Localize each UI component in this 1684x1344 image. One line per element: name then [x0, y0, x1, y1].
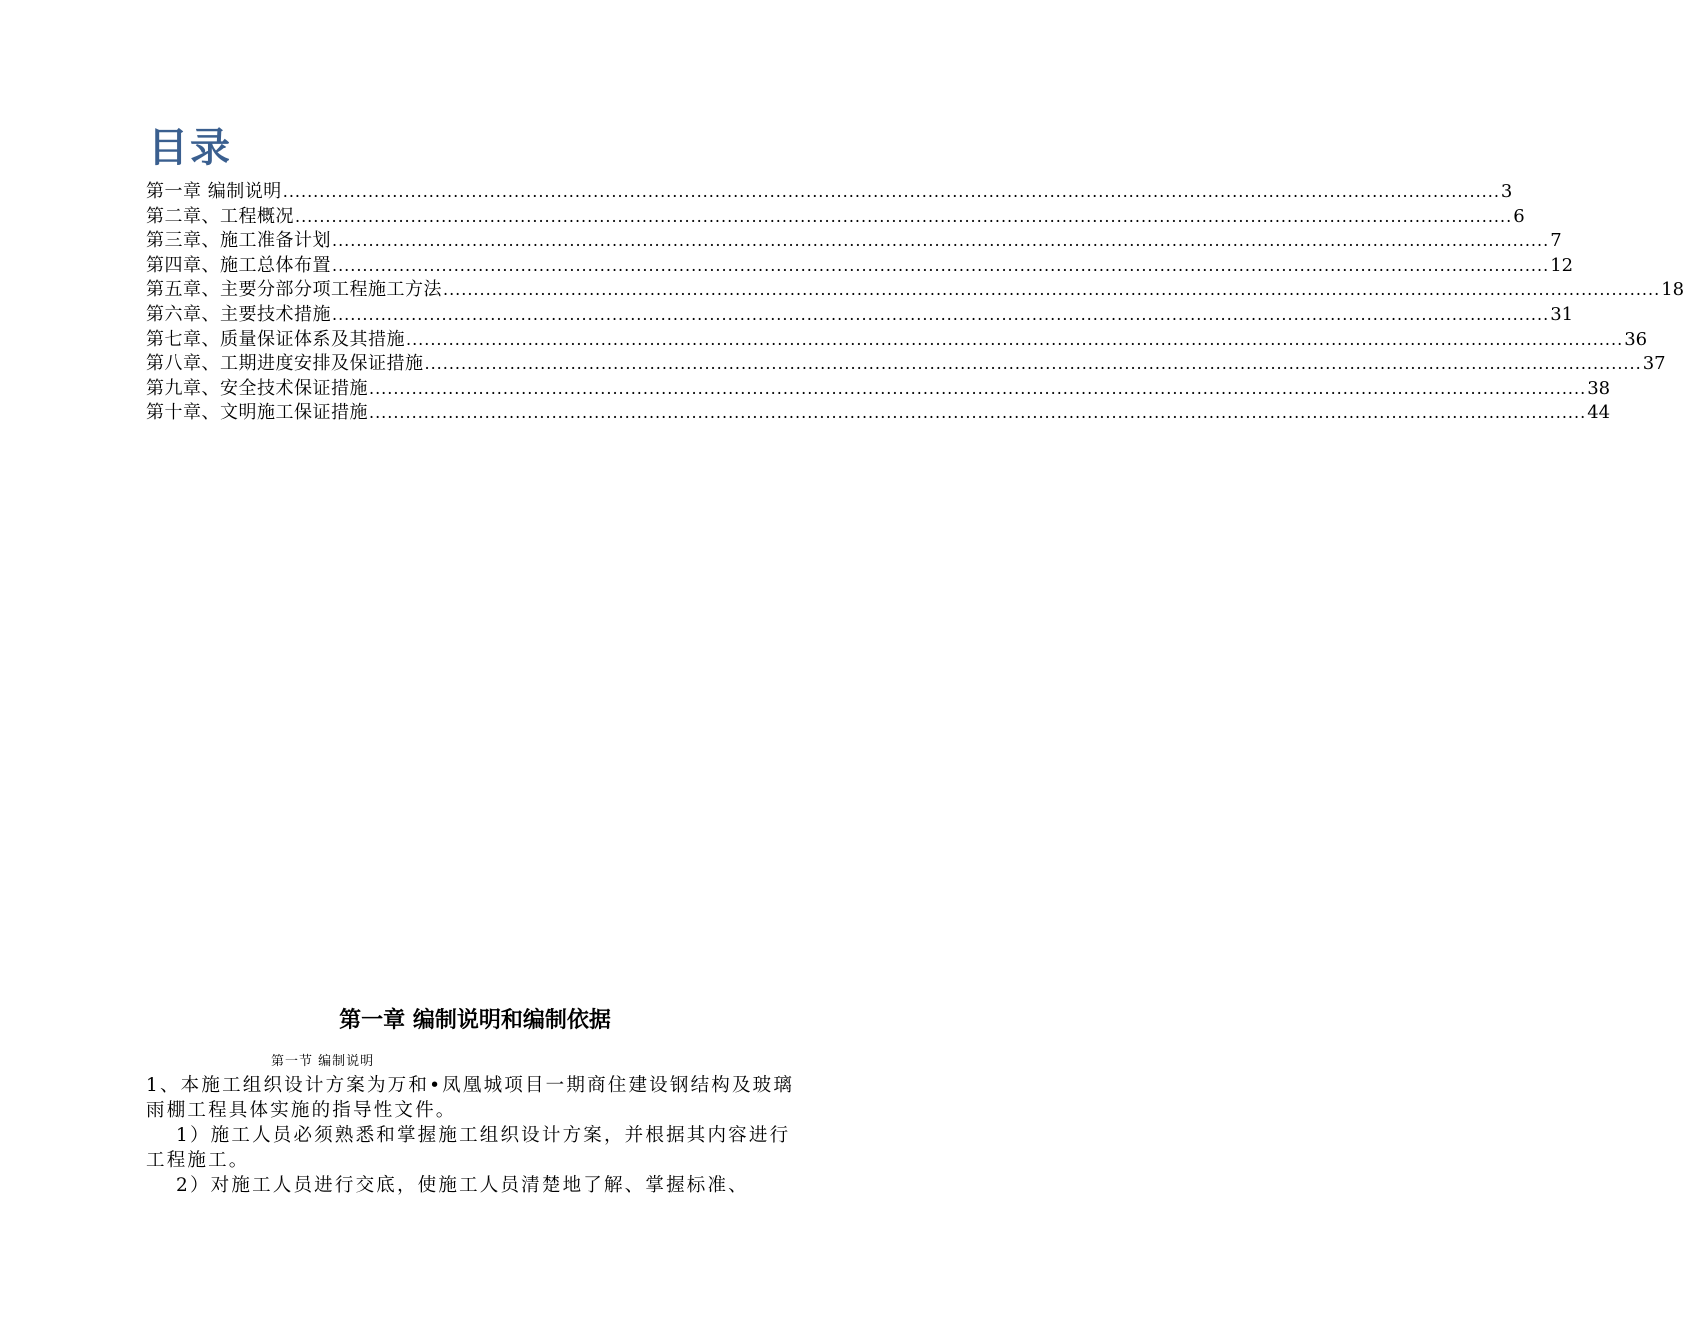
toc-entry[interactable]: [146, 328, 1648, 353]
toc-leader-dots: ........................................................................................................................................................................................................: [369, 403, 1587, 423]
toc-entry-label: 第一章 编制说明: [146, 181, 282, 202]
toc-entry[interactable]: [146, 303, 1574, 328]
toc-entry[interactable]: [146, 229, 1562, 254]
table-of-contents: [146, 180, 1684, 426]
toc-leader-dots: ........................................................................................................................................................................................................: [332, 231, 1550, 251]
section-heading: 第一节 编制说明: [271, 1054, 375, 1069]
toc-entry-label: 第四章、施工总体布置: [146, 254, 331, 276]
toc-entry-page: 6: [1513, 205, 1525, 227]
toc-entry[interactable]: [146, 377, 1611, 402]
toc-entry-label: 第七章、质量保证体系及其措施: [146, 328, 405, 350]
toc-entry[interactable]: [146, 352, 1666, 377]
toc-entry-page: 7: [1550, 230, 1562, 252]
toc-entry-page: 31: [1550, 303, 1574, 325]
toc-entry-page: 37: [1642, 353, 1666, 375]
toc-entry-label: 第十章、文明施工保证措施: [146, 402, 368, 424]
toc-entry[interactable]: [146, 180, 1513, 205]
body-paragraph: 1）施工人员必须熟悉和掌握施工组织设计方案，并根据其内容进行工程施工。: [146, 1125, 791, 1171]
toc-entry-label: 第三章、施工准备计划: [146, 230, 331, 252]
toc-entry[interactable]: [146, 205, 1525, 230]
toc-entry[interactable]: [146, 254, 1574, 279]
toc-entry-label: 第二章、工程概况: [146, 205, 294, 227]
toc-entry-page: 44: [1587, 402, 1611, 424]
toc-leader-dots: ........................................................................................................................................................................................................: [369, 378, 1587, 398]
toc-entry-label: 第九章、安全技术保证措施: [146, 377, 368, 399]
toc-entry-label: 第六章、主要技术措施: [146, 303, 331, 325]
toc-entry-page: 3: [1500, 181, 1513, 202]
toc-leader-dots: ........................................................................................................................................................................................................: [406, 329, 1624, 349]
body-paragraph: 2）对施工人员进行交底，使施工人员清楚地了解、掌握标准、: [176, 1175, 749, 1196]
toc-entry-page: 38: [1587, 377, 1611, 399]
toc-leader-dots: ........................................................................................................................................................................................................: [282, 182, 1500, 201]
toc-entry[interactable]: [146, 401, 1611, 426]
body-paragraph: 1、本施工组织设计方案为万和•凤凰城项目一期商住建设钢结构及玻璃雨棚工程具体实施的指导性文件。: [146, 1075, 795, 1121]
toc-entry-page: 12: [1550, 254, 1574, 276]
chapter-body: [146, 1073, 808, 1198]
toc-leader-dots: ........................................................................................................................................................................................................: [332, 304, 1550, 324]
toc-leader-dots: ........................................................................................................................................................................................................: [424, 354, 1642, 374]
toc-leader-dots: ........................................................................................................................................................................................................: [295, 206, 1513, 226]
toc-leader-dots: ........................................................................................................................................................................................................: [332, 255, 1550, 275]
toc-entry-label: 第五章、主要分部分项工程施工方法: [146, 279, 442, 301]
toc-entry[interactable]: [146, 278, 1684, 303]
toc-entry-page: 36: [1624, 328, 1648, 350]
chapter-heading: 第一章 编制说明和编制依据: [339, 1008, 611, 1033]
toc-title: 目录: [148, 125, 232, 171]
toc-entry-label: 第八章、工期进度安排及保证措施: [146, 353, 424, 375]
toc-entry-page: 18: [1661, 279, 1684, 301]
toc-leader-dots: ........................................................................................................................................................................................................: [443, 280, 1661, 300]
